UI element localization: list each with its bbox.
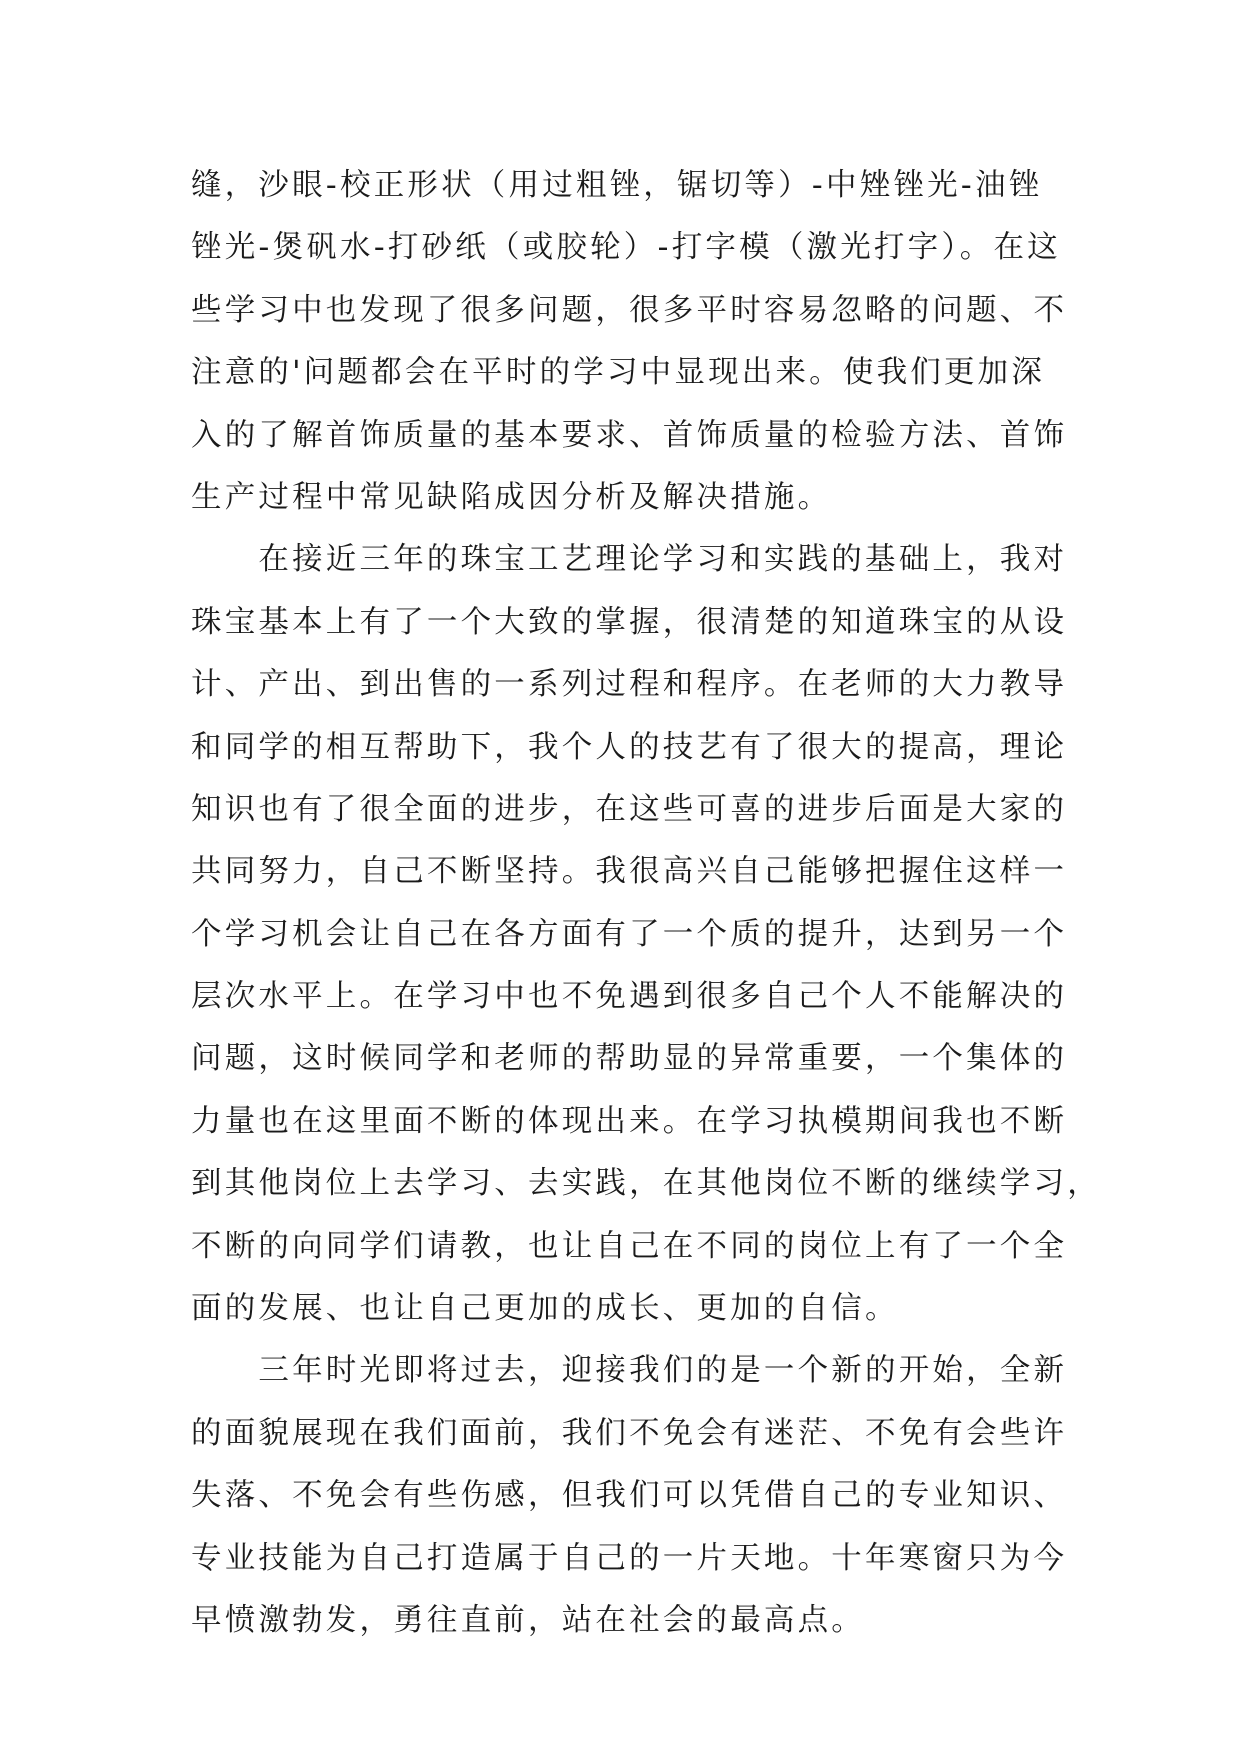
text-line: 力量也在这里面不断的体现出来。在学习执模期间我也不断 — [191, 1103, 1068, 1139]
text-line: 锉光-煲矾水-打砂纸（或胶轮）-打字模（激光打字）。在这 — [191, 230, 1061, 266]
text-line: 计、产出、到出售的一系列过程和程序。在老师的大力教导 — [191, 667, 1068, 703]
text-line: 缝，沙眼-校正形状（用过粗锉，锯切等）-中矬锉光-油锉 — [191, 168, 1043, 203]
text-line: 失落、不免会有些伤感，但我们可以凭借自己的专业知识、 — [191, 1478, 1068, 1514]
text-line: 些学习中也发现了很多问题，很多平时容易忽略的问题、不 — [191, 292, 1068, 328]
text-line: 知识也有了很全面的进步，在这些可喜的进步后面是大家的 — [191, 791, 1068, 827]
text-line: 早愤激勃发，勇往直前，站在社会的最高点。 — [191, 1602, 865, 1638]
text-line: 面的发展、也让自己更加的成长、更加的自信。 — [191, 1291, 899, 1327]
text-line: 个学习机会让自己在各方面有了一个质的提升，达到另一个 — [191, 916, 1068, 952]
text-line: 三年时光即将过去，迎接我们的是一个新的开始，全新 — [191, 1353, 1068, 1389]
text-line: 生产过程中常见缺陷成因分析及解决措施。 — [191, 479, 832, 515]
text-line: 不断的向同学们请教，也让自己在不同的岗位上有了一个全 — [191, 1228, 1068, 1264]
text-line: 共同努力，自己不断坚持。我很高兴自己能够把握住这样一 — [191, 854, 1068, 890]
text-line: 问题，这时候同学和老师的帮助显的异常重要，一个集体的 — [191, 1041, 1068, 1077]
text-line: 的面貌展现在我们面前，我们不免会有迷茫、不免有会些许 — [191, 1415, 1068, 1451]
text-line: 层次水平上。在学习中也不免遇到很多自己个人不能解决的 — [191, 979, 1068, 1015]
text-line: 在接近三年的珠宝工艺理论学习和实践的基础上，我对 — [191, 542, 1068, 578]
text-line: 珠宝基本上有了一个大致的掌握，很清楚的知道珠宝的从设 — [191, 604, 1068, 640]
text-line: 到其他岗位上去学习、去实践，在其他岗位不断的继续学习， — [191, 1166, 1101, 1202]
document-body — [191, 155, 1101, 1652]
text-line: 入的了解首饰质量的基本要求、首饰质量的检验方法、首饰 — [191, 417, 1068, 453]
text-line: 注意的'问题都会在平时的学习中显现出来。使我们更加深 — [191, 355, 1046, 391]
text-line: 和同学的相互帮助下，我个人的技艺有了很大的提高，理论 — [191, 729, 1068, 765]
text-line: 专业技能为自己打造属于自己的一片天地。十年寒窗只为今 — [191, 1540, 1068, 1576]
